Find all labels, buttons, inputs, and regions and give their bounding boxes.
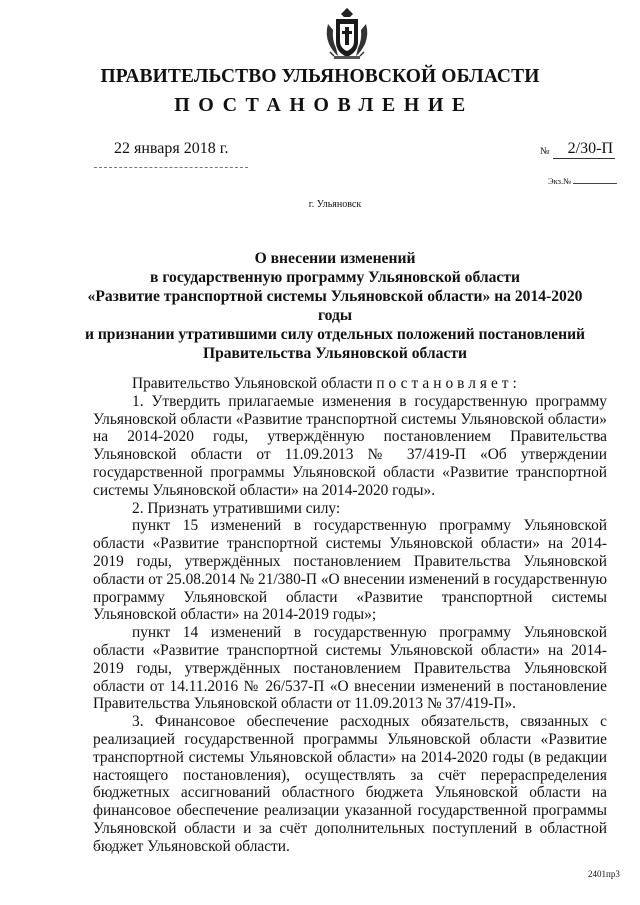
government-title: ПРАВИТЕЛЬСТВО УЛЬЯНОВСКОЙ ОБЛАСТИ — [100, 66, 540, 87]
clause-1: 1. Утвердить прилагаемые изменения в государственную программу Ульяновской области «Развитие транспортной системы Ульяновской области» на 2014-2020 годы, утверждённую постановлением Правительства Ульяновской области от 11.09.2013 № 37/419-П «Об утверждении государственной программы Ульяновской области «Развитие транспортной системы Ульяновской области» на 2014-2020 годы». — [93, 392, 607, 499]
date-underline — [94, 167, 248, 168]
subject-line: и признании утратившими силу отдельных положений постановлений — [84, 326, 586, 343]
clause-3: 3. Финансовое обеспечение расходных обязательств, связанных с реализацией государственной программы Ульяновской области «Развитие транспортной системы Ульяновской области» на 2014-2020 годы (в редакции настоящего постановления), осуществлять за счёт перераспределения бюджетных ассигнований областного бюджета Ульяновской области на финансовое обеспечение реализации указанной государственной программы Ульяновской области и за счёт дополнительных поступлений в областной бюджет Ульяновской области. — [93, 713, 607, 855]
number-label: № — [540, 146, 550, 157]
document-date: 22 января 2018 г. — [114, 140, 229, 157]
subject-line: в государственную программу Ульяновской области — [150, 269, 520, 286]
intro-decree-word: постановляет: — [376, 375, 521, 392]
clause-2-item-b: пункт 14 изменений в государственную программу Ульяновской области «Развитие транспортной системы Ульяновской области» на 2014-2019 годы, утверждённых постановлением Правительства Ульяновской области от 14.11.2016 № 26/537-П «О внесении изменений в постановление Правительства Ульяновской области от 11.09.2013 № 37/419-П». — [93, 624, 607, 713]
clause-2: 2. Признать утратившими силу: — [132, 499, 341, 517]
document-subject — [80, 249, 590, 363]
subject-line: Правительства Ульяновской области — [202, 345, 468, 362]
document-body — [93, 375, 607, 856]
document-type-title: ПОСТАНОВЛЕНИЕ — [174, 94, 474, 116]
scan-mark — [93, 847, 123, 848]
intro-paragraph — [93, 375, 607, 393]
footer-code: 2401пр3 — [588, 869, 620, 879]
copy-label: Экз.№ — [548, 176, 572, 186]
subject-line: О внесении изменений — [254, 250, 416, 267]
document-number: 2/30-П — [553, 140, 615, 159]
intro-lead: Правительство Ульяновской области — [132, 375, 377, 392]
clause-2-item-a: пункт 15 изменений в государственную программу Ульяновской области «Развитие транспортной системы Ульяновской области» на 2014-2019 годы, утверждённых постановлением Правительства Ульяновской области от 25.08.2014 № 21/380-П «О внесении изменений в государственную программу Ульяновской области «Развитие транспортной системы Ульяновской области» на 2014-2019 годы»; — [93, 517, 607, 624]
ulyanovsk-coat-of-arms-icon — [324, 6, 370, 62]
city: г. Ульяновск — [308, 199, 362, 210]
subject-line: «Развитие транспортной системы Ульяновской области» на 2014-2020 годы — [87, 288, 583, 324]
copy-number — [548, 175, 617, 186]
copy-number-line — [573, 175, 617, 184]
